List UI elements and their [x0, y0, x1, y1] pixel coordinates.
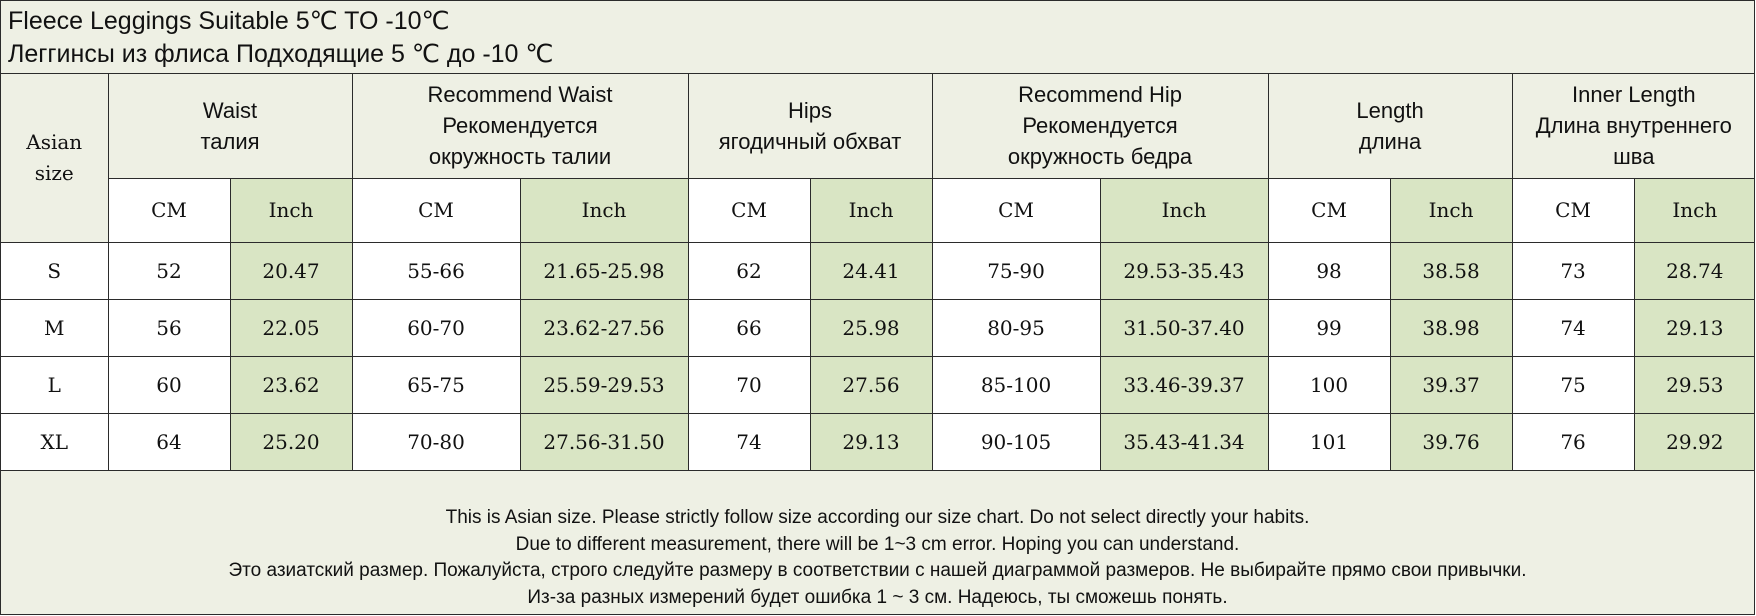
- group-header-line: Рекомендуется: [442, 113, 598, 139]
- table-row: [1, 242, 1755, 299]
- cm-value-cell: 98: [1268, 242, 1390, 299]
- cm-value-cell: 90-105: [932, 413, 1100, 470]
- inch-value-cell: 29.92: [1634, 413, 1755, 470]
- inch-value-cell: 35.43-41.34: [1100, 413, 1268, 470]
- inch-value-cell: 25.59-29.53: [520, 356, 688, 413]
- size-cell: XL: [1, 413, 108, 470]
- inch-value-cell: 23.62: [230, 356, 352, 413]
- group-header-line: ягодичный обхват: [718, 128, 902, 154]
- group-header-line: длина: [1358, 128, 1422, 154]
- inch-value-cell: 23.62-27.56: [520, 299, 688, 356]
- inch-value-cell: 39.76: [1390, 413, 1512, 470]
- cm-value-cell: 52: [108, 242, 230, 299]
- cm-value-cell: 55-66: [352, 242, 520, 299]
- inch-value-cell: 29.13: [1634, 299, 1755, 356]
- group-header-line: окружность бедра: [1007, 144, 1193, 170]
- group-header: [1512, 74, 1755, 178]
- unit-inch-header: Inch: [1390, 178, 1512, 242]
- group-header-line: окружность талии: [428, 144, 612, 170]
- cm-value-cell: 76: [1512, 413, 1634, 470]
- note-line: This is Asian size. Please strictly follow size according our size chart. Do not select directly your habits.: [445, 507, 1310, 528]
- cm-value-cell: 74: [688, 413, 810, 470]
- inch-value-cell: 29.53: [1634, 356, 1755, 413]
- unit-cm-header: CM: [1512, 178, 1634, 242]
- inch-value-cell: 33.46-39.37: [1100, 356, 1268, 413]
- inch-value-cell: 38.58: [1390, 242, 1512, 299]
- cm-value-cell: 99: [1268, 299, 1390, 356]
- size-cell: L: [1, 356, 108, 413]
- cm-value-cell: 70: [688, 356, 810, 413]
- title-block: [1, 1, 1754, 74]
- group-header-line: Длина внутреннего: [1535, 113, 1732, 139]
- cm-value-cell: 62: [688, 242, 810, 299]
- notes-block: [1, 500, 1754, 614]
- inch-value-cell: 29.53-35.43: [1100, 242, 1268, 299]
- inch-value-cell: 38.98: [1390, 299, 1512, 356]
- table-row: [1, 356, 1755, 413]
- group-header-line: талия: [200, 128, 260, 154]
- cm-value-cell: 75-90: [932, 242, 1100, 299]
- unit-inch-header: Inch: [810, 178, 932, 242]
- note-line: Due to different measurement, there will be 1~3 cm error. Hoping you can understand.: [515, 533, 1240, 555]
- inch-value-cell: 22.05: [230, 299, 352, 356]
- group-header-line: Waist: [202, 97, 258, 123]
- inch-value-cell: 29.13: [810, 413, 932, 470]
- size-cell: M: [1, 299, 108, 356]
- size-table: [1, 74, 1755, 471]
- group-header-line: Length: [1356, 97, 1424, 123]
- inch-value-cell: 25.98: [810, 299, 932, 356]
- unit-cm-header: CM: [1268, 178, 1390, 242]
- cm-value-cell: 75: [1512, 356, 1634, 413]
- inch-value-cell: 31.50-37.40: [1100, 299, 1268, 356]
- unit-inch-header: Inch: [1100, 178, 1268, 242]
- group-header-line: Inner Length: [1572, 82, 1696, 108]
- inch-value-cell: 25.20: [230, 413, 352, 470]
- unit-inch-header: Inch: [520, 178, 688, 242]
- inch-value-cell: 24.41: [810, 242, 932, 299]
- unit-inch-header: Inch: [1634, 178, 1755, 242]
- cm-value-cell: 60-70: [352, 299, 520, 356]
- note-line: Из-за разных измерений будет ошибка 1 ~ 3 см. Надеюсь, ты сможешь понять.: [527, 586, 1228, 608]
- cm-value-cell: 73: [1512, 242, 1634, 299]
- inch-value-cell: 27.56: [810, 356, 932, 413]
- group-header-line: Рекомендуется: [1022, 113, 1178, 139]
- inch-value-cell: 21.65-25.98: [520, 242, 688, 299]
- group-header: [688, 74, 932, 178]
- group-header-line: шва: [1613, 144, 1655, 170]
- table-row: [1, 413, 1755, 470]
- title-english: Fleece Leggings Suitable 5℃ TO -10℃: [8, 7, 450, 35]
- cm-value-cell: 74: [1512, 299, 1634, 356]
- cm-value-cell: 64: [108, 413, 230, 470]
- cm-value-cell: 85-100: [932, 356, 1100, 413]
- group-header: [1268, 74, 1512, 178]
- unit-inch-header: Inch: [230, 178, 352, 242]
- inch-value-cell: 27.56-31.50: [520, 413, 688, 470]
- table-row: [1, 299, 1755, 356]
- size-cell: S: [1, 242, 108, 299]
- cm-value-cell: 80-95: [932, 299, 1100, 356]
- cm-value-cell: 60: [108, 356, 230, 413]
- group-header-row: [1, 74, 1755, 178]
- note-line: Это азиатский размер. Пожалуйста, строго следуйте размеру в соответствии с нашей диаграммой размеров. Не выбирайте прямо свои привычки.: [228, 560, 1527, 581]
- unit-cm-header: CM: [688, 178, 810, 242]
- inch-value-cell: 20.47: [230, 242, 352, 299]
- cm-value-cell: 66: [688, 299, 810, 356]
- group-header: [932, 74, 1268, 178]
- inch-value-cell: 39.37: [1390, 356, 1512, 413]
- cm-value-cell: 70-80: [352, 413, 520, 470]
- unit-cm-header: CM: [352, 178, 520, 242]
- inch-value-cell: 28.74: [1634, 242, 1755, 299]
- group-header-line: Hips: [788, 97, 833, 123]
- cm-value-cell: 101: [1268, 413, 1390, 470]
- group-header: [352, 74, 688, 178]
- group-header: [108, 74, 352, 178]
- title-russian: Леггинсы из флиса Подходящие 5 ℃ до -10 ℃: [8, 40, 554, 68]
- asian-size-label: Asian size: [26, 129, 83, 185]
- cm-value-cell: 100: [1268, 356, 1390, 413]
- cm-value-cell: 65-75: [352, 356, 520, 413]
- unit-cm-header: CM: [932, 178, 1100, 242]
- group-header-line: Recommend Waist: [427, 82, 613, 108]
- group-header-line: Recommend Hip: [1018, 82, 1182, 108]
- unit-cm-header: CM: [108, 178, 230, 242]
- cm-value-cell: 56: [108, 299, 230, 356]
- asian-size-header: [1, 74, 108, 242]
- unit-header-row: [1, 178, 1755, 242]
